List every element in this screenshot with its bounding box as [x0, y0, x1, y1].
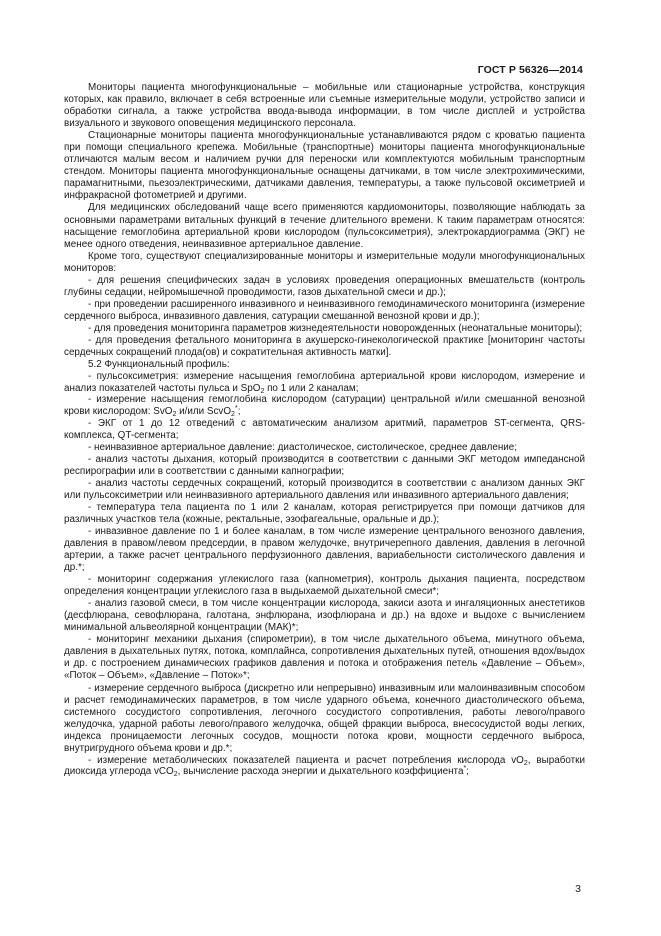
list-item-pulse-oximetry: - пульсоксиметрия: измерение насыщения гемоглобина артериальной крови кислородом, измерение и анализ показателей частоты пульса и SpO$_2$ по 1 или 2 каналам;: [64, 371, 585, 395]
page-number: 3: [575, 883, 581, 895]
paragraph-specialized-intro: Кроме того, существуют специализированные мониторы и измерительные модули многофункциональных мониторов:: [64, 250, 585, 274]
list-item-metabolic: - измерение метаболических показателей пациента и расчет потребления кислорода $vO_2$, выработки диоксида углерода vCO$_2$, вычисление расхода энергии и дыхательного коэффициента*;: [64, 754, 586, 779]
list-item-ecg: - ЭКГ от 1 до 12 отведений с автоматическим анализом аритмий, параметров ST-сегмента, QRS-комплекса, QT-сегмента;: [64, 417, 585, 441]
list-item-fetal: - для проведения фетального мониторинга в акушерско-гинекологической практике [мониторинг частоты сердечных сокращений плода(ов) и сократительная активность матки].: [64, 334, 585, 359]
standard-code-header: ГОСТ Р 56326—2014: [477, 64, 583, 76]
list-item-heart-rate: - анализ частоты сердечных сокращений, который производится в соответствии с анализом данных ЭКГ или пульсоксиметрии или неинвазивного артериального давления или инвазивного артериального давления;: [64, 477, 585, 501]
list-item-nibp: - неинвазивное артериальное давление: диастолическое, систолическое, среднее давление;: [88, 441, 518, 453]
list-item-venous-saturation: - измерение насыщения гемоглобина кислородом (сатурации) центральной и/или смешанной венозной крови кислородом: SvO$_2$ и/или ScvO$_2$*;: [64, 394, 585, 418]
document-body: [64, 82, 585, 778]
list-item-surgery: - для решения специфических задач в условиях проведения операционных вмешательств (контроль глубины седации, нейромышечной проводимости, газов дыхательной смеси и др.);: [64, 274, 585, 298]
list-item-capnometry: - мониторинг содержания углекислого газа (капнометрия), контроль дыхания пациента, посредством определения концентрации углекислого газа в выдыхаемой дыхательной смеси*;: [64, 574, 585, 598]
section-heading-functional-profile: 5.2 Функциональный профиль:: [88, 359, 230, 371]
list-item-gas-analysis: - анализ газовой смеси, в том числе концентрации кислорода, закиси азота и ингаляционных анестетиков (десфлюрана, севофлюрана, галотана, энфлюрана, изофлюрана и др.) на вдохе и выдохе с вычислением минимальной альвеолярной концентрации (МАК)*;: [64, 598, 585, 634]
paragraph-monitor-definition: Мониторы пациента многофункциональные – мобильные или стационарные устройства, конструкция которых, как правило, включает в себя встроенные или съемные измерительные модули, устройство записи и обработки сигнала, а также устройства ввода-вывода информации, в том числе дисплей и устройства визуального и звукового оповещения медицинского персонала.: [64, 82, 585, 130]
list-item-respiration-rate: - анализ частоты дыхания, который производится в соответствии с данными ЭКГ методом импедансной респирографии или в соответствии с данными капнографии;: [64, 453, 585, 477]
paragraph-stationary-mobile: Стационарные мониторы пациента многофункциональные устанавливаются рядом с кроватью пациента при помощи специального крепежа. Мобильные (транспортные) мониторы пациента многофункциональные отличаются малым весом и наличием ручки для переноски или комплектуются мобильным транспортным стендом. Мониторы пациента многофункциональные оснащены датчиками, в том числе электрохимическими, парамагнитными, пьезоэлектрическими, датчиками давления, температуры, а также пульсовой оксиметрией и инфракрасной фотометрией и другими.: [64, 130, 585, 202]
list-item-spirometry: - мониторинг механики дыхания (спирометрии), в том числе дыхательного объема, минутного объема, давления в дыхательных путях, потока, комплайнса, сопротивления дыхательных путей, отношения вдох/выдох и др. с построением динамических графиков давления и потока и отображения петель «Давление – Объем», «Поток – Объем», «Давление – Поток»*;: [64, 634, 585, 682]
list-item-hemodynamic: - при проведении расширенного инвазивного и неинвазивного гемодинамического мониторинга (измерение сердечного выброса, инвазивного давления, сатурации смешанной венозной крови и др.);: [64, 298, 585, 322]
paragraph-cardiomonitors: Для медицинских обследований чаще всего применяются кардиомониторы, позволяющие наблюдать за основными параметрами витальных функций в течение длительного времени. К таким параметрам относятся: насыщение гемоглобина артериальной крови кислородом (пульсоксиметрия), электрокардиограмма (ЭКГ) не менее одного отведения, неинвазивное артериальное давление.: [64, 202, 585, 250]
list-item-neonatal: - для проведения мониторинга параметров жизнедеятельности новорожденных (неонатальные мониторы);: [88, 322, 583, 334]
list-item-invasive-pressure: - инвазивное давление по 1 и более каналам, в том числе измерение центрального венозного давления, давления в правом/левом предсердии, в правом желудочке, внутричерепного давления, давления в легочной артерии, а также расчет центрального перфузионного давления, вариабельности систолического давления и др.*;: [64, 525, 585, 574]
list-item-temperature: - температура тела пациента по 1 или 2 каналам, которая регистрируется при помощи датчиков для различных участков тела (кожные, ректальные, эзофагеальные, оральные и др.);: [64, 501, 585, 525]
list-item-cardiac-output: - измерение сердечного выброса (дискретно или непрерывно) инвазивным или малоинвазивным способом и расчет гемодинамических параметров, в том числе ударного объема, конечного диастолического объема, системного сосудистого сопротивления, легочного сосудистого сопротивления, работы левого/правого желудочка, ударной работы левого/правого желудочка, общей фракции выброса, внесосудистой воды легких, индекса проницаемости легочных сосудов, мощности потока крови, мощности сердечного выброса, внутригрудного объема крови и др.*;: [64, 682, 585, 754]
